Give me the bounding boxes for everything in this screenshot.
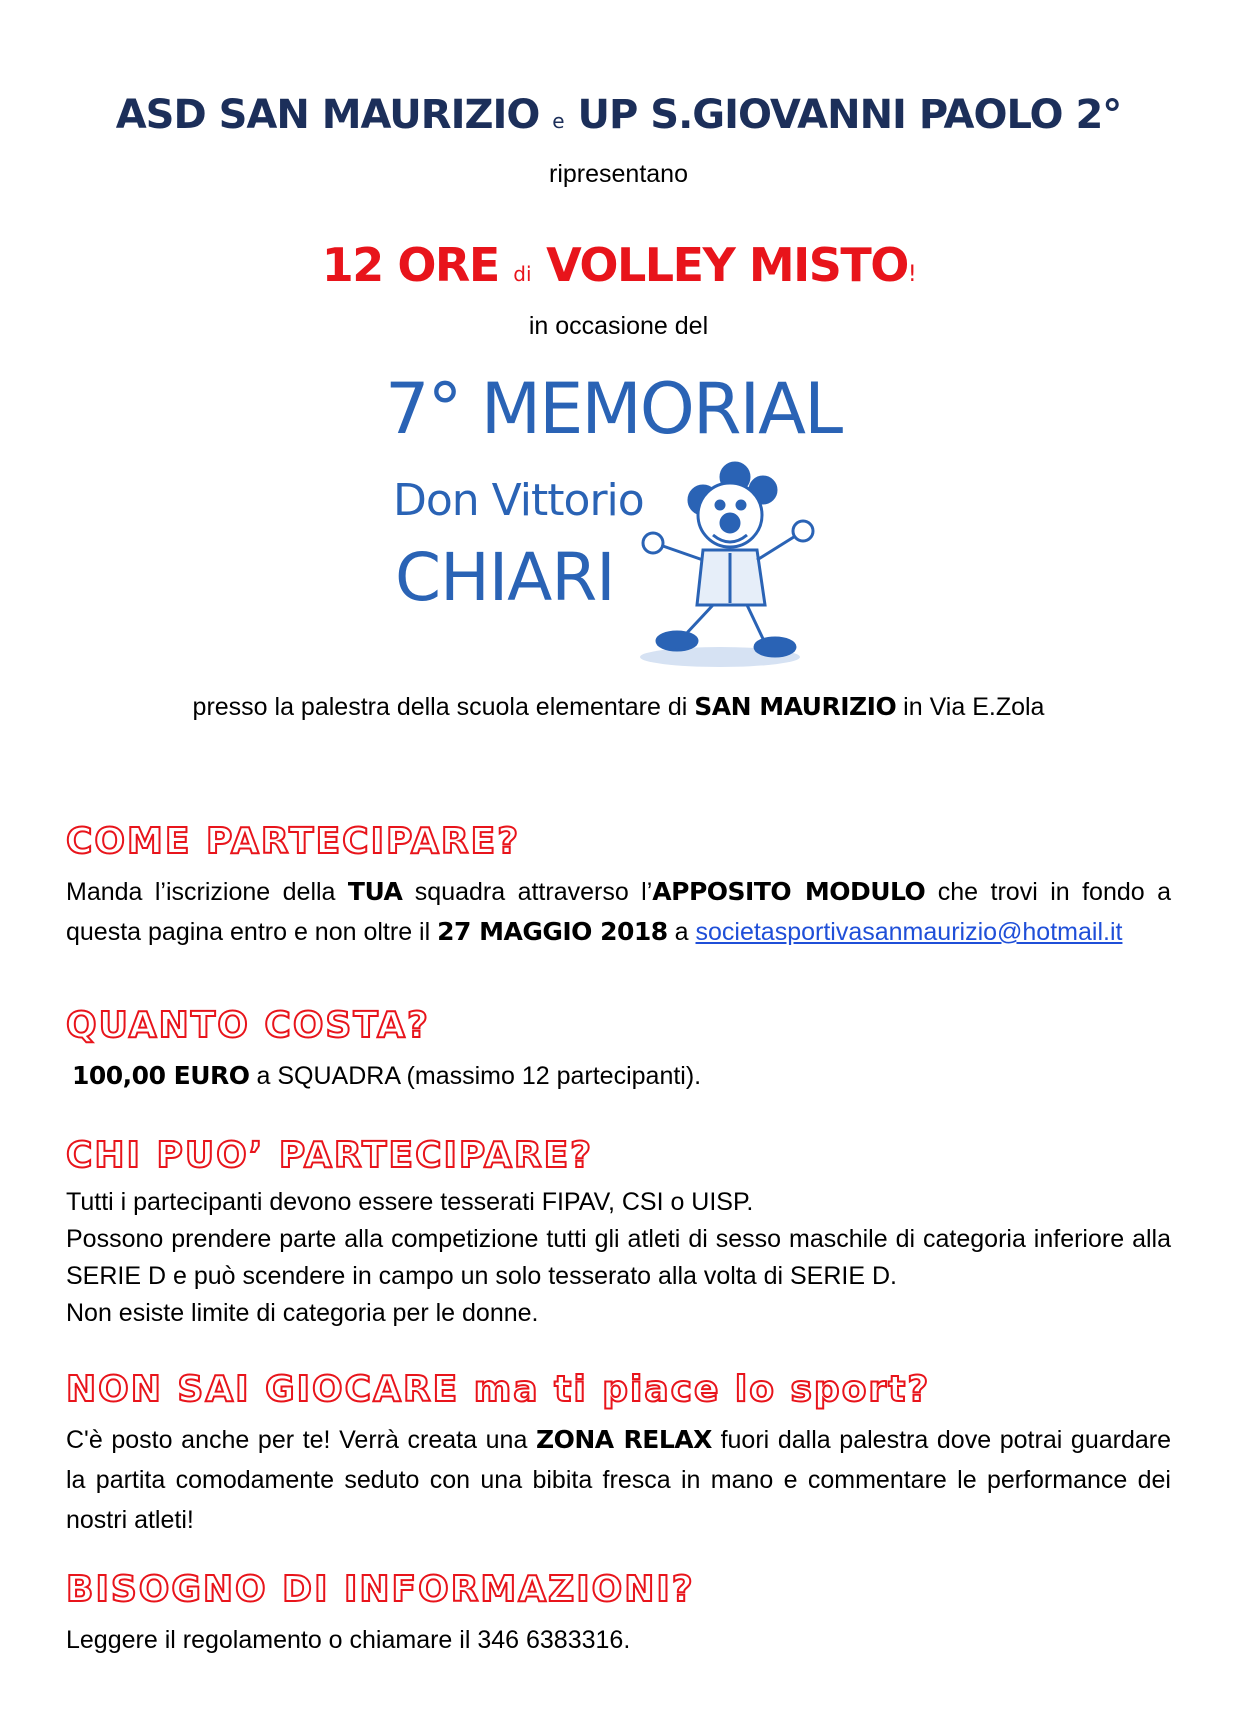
logo-line3: CHIARI	[395, 539, 615, 616]
section-text	[66, 1420, 1171, 1540]
logo-line1: 7° MEMORIAL	[385, 368, 842, 450]
section-text-line: Possono prendere parte alla competizione tutti gli atleti di sesso maschile di categoria inferiore alla SERIE D e può scendere in campo un solo tesserato alla volta di SERIE D.	[66, 1225, 1171, 1290]
text-run: fuori dalla palestra dove potrai guardare la partita comodamente seduto con una bibita fresca in mano e commentare le performance dei nostri atleti!	[66, 1426, 1171, 1534]
section-heading: NON SAI GIOCARE ma ti piace lo sport?	[66, 1369, 931, 1410]
section-text-line: Non esiste limite di categoria per le donne.	[66, 1299, 539, 1327]
occasion-subtitle: in occasione del	[528, 312, 709, 340]
org1-name: ASD SAN MAURIZIO	[115, 92, 540, 138]
section-heading: QUANTO COSTA?	[66, 1005, 430, 1046]
venue-before: presso la palestra della scuola elementare di	[192, 693, 695, 721]
section-heading: BISOGNO DI INFORMAZIONI?	[66, 1569, 695, 1610]
bold-run: 27 MAGGIO 2018	[437, 917, 668, 946]
section-text: Leggere il regolamento o chiamare il 346 6383316.	[66, 1626, 631, 1654]
clown-mascot-icon	[640, 463, 813, 667]
section-come-partecipare	[66, 820, 1171, 952]
section-zona-relax	[66, 1368, 1171, 1540]
present-subtitle: ripresentano	[549, 160, 688, 188]
bold-run: 100,00 EURO	[72, 1061, 250, 1090]
venue-after: in Via E.Zola	[896, 693, 1045, 721]
logo-line2: Don Vittorio	[393, 475, 644, 526]
org-conjunction: e	[552, 109, 565, 133]
org2-name: UP S.GIOVANNI PAOLO 2°	[577, 92, 1122, 138]
section-text	[66, 872, 1171, 952]
event-exclamation: !	[907, 262, 916, 287]
memorial-logo	[385, 365, 855, 670]
event-part2: VOLLEY MISTO	[546, 238, 908, 292]
bold-run: ZONA RELAX	[536, 1425, 712, 1454]
text-run: C'è posto anche per te! Verrà creata una	[66, 1426, 536, 1454]
venue-line	[0, 692, 1237, 722]
bold-run: TUA	[347, 877, 403, 906]
organizers-title	[0, 92, 1237, 138]
section-quanto-costa	[66, 1004, 1171, 1096]
bold-run: APPOSITO MODULO	[652, 877, 926, 906]
text-run: che trovi in fondo a questa pagina entro e non oltre il	[66, 878, 1171, 946]
event-title	[0, 238, 1237, 292]
section-chi-puo	[66, 1134, 1171, 1332]
section-informazioni	[66, 1568, 1171, 1660]
email-link[interactable]: societasportivasanmaurizio@hotmail.it	[695, 918, 1123, 946]
text-run: a SQUADRA (massimo 12 partecipanti).	[249, 1062, 702, 1090]
event-part1: 12 ORE	[321, 238, 499, 292]
event-conjunction: di	[513, 262, 532, 286]
section-text-line: Tutti i partecipanti devono essere tesserati FIPAV, CSI o UISP.	[66, 1188, 754, 1216]
section-heading: CHI PUO’ PARTECIPARE?	[66, 1135, 594, 1176]
section-heading: COME PARTECIPARE?	[66, 821, 521, 862]
venue-place: SAN MAURIZIO	[694, 692, 897, 721]
text-run: a	[667, 918, 696, 946]
text-run: Manda l’iscrizione della	[66, 878, 348, 906]
text-run: squadra attraverso l’	[402, 878, 653, 906]
section-text	[66, 1056, 1171, 1096]
